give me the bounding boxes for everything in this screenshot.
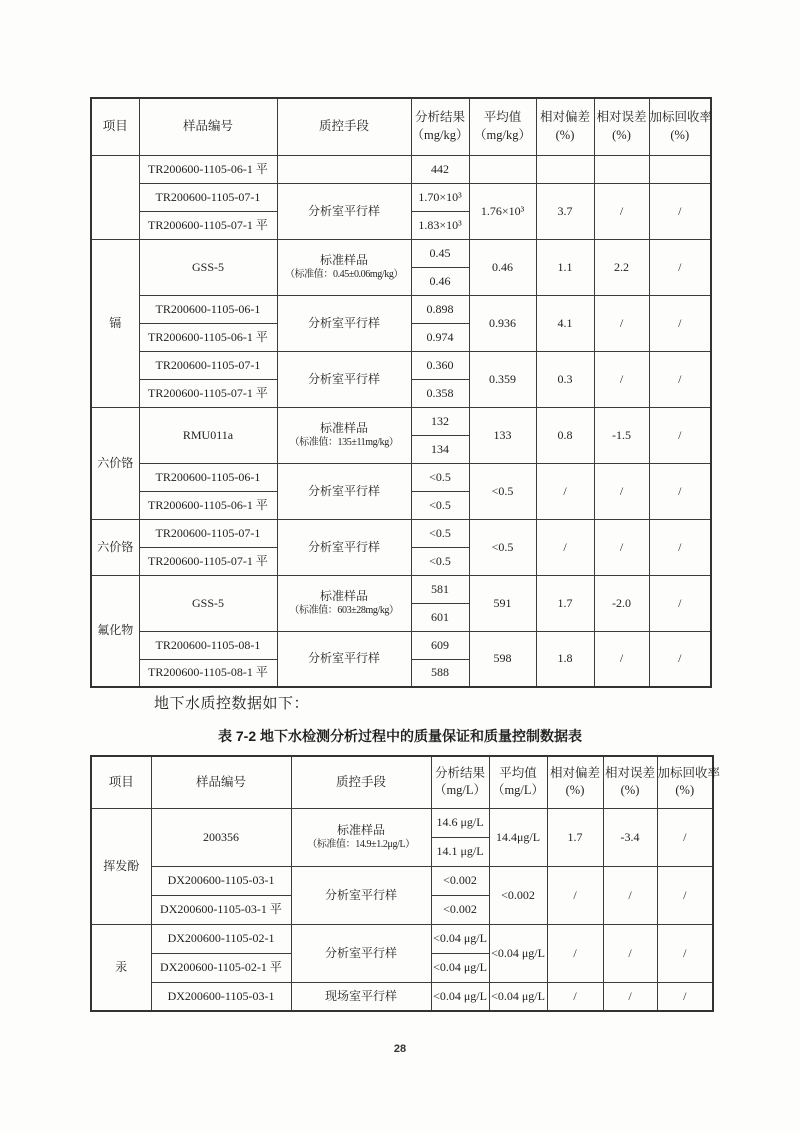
average-cell: 0.936: [469, 295, 536, 351]
average-cell: <0.5: [469, 463, 536, 519]
groundwater-qc-table-header: [91, 756, 721, 808]
average-cell: 133: [469, 407, 536, 463]
soil-qc-table: [90, 97, 712, 688]
analysis-result-cell: 0.974: [411, 323, 469, 351]
sample-id-cell: GSS-5: [139, 239, 277, 295]
relative-error-cell: /: [603, 924, 657, 982]
relative-error-cell: -2.0: [594, 575, 649, 631]
qc-method-cell: 分析室平行样: [277, 351, 411, 407]
analysis-result-cell: 609: [411, 631, 469, 659]
relative-deviation-cell: 0.3: [536, 351, 594, 407]
analysis-result-cell: 14.1 μg/L: [431, 837, 489, 866]
sample-id-cell: TR200600-1105-08-1: [139, 631, 277, 659]
sample-id-cell: GSS-5: [139, 575, 277, 631]
spike-recovery-cell: /: [649, 407, 711, 463]
sample-id-cell: DX200600-1105-02-1: [151, 924, 291, 953]
analysis-result-cell: 1.70×10³: [411, 183, 469, 211]
average-cell: 1.76×10³: [469, 183, 536, 239]
table-row: [91, 866, 713, 895]
relative-error-cell: /: [594, 351, 649, 407]
relative-error-cell: /: [594, 183, 649, 239]
qc-method-cell: [277, 155, 411, 183]
column-header-item: 项目: [91, 98, 139, 155]
column-header-relative-error: 相对误差 (%): [594, 98, 649, 155]
relative-deviation-cell: /: [547, 866, 603, 924]
qc-method-cell: 分析室平行样: [291, 866, 431, 924]
analysis-result-cell: <0.002: [431, 895, 489, 924]
column-header-sample-id: 样品编号: [139, 98, 277, 155]
sample-id-cell: TR200600-1105-07-1: [139, 183, 277, 211]
column-header-qc-method: 质控手段: [277, 98, 411, 155]
analysis-result-cell: 581: [411, 575, 469, 603]
analysis-result-cell: <0.5: [411, 463, 469, 491]
average-cell: <0.002: [489, 866, 547, 924]
average-cell: <0.04 μg/L: [489, 924, 547, 982]
relative-error-cell: /: [594, 631, 649, 687]
relative-deviation-cell: 4.1: [536, 295, 594, 351]
average-cell: <0.04 μg/L: [489, 982, 547, 1011]
table-row: [91, 183, 711, 211]
qc-method-cell: 分析室平行样: [291, 924, 431, 982]
header-row: [91, 98, 711, 155]
table-row: [91, 575, 711, 603]
soil-qc-table-header: [91, 98, 711, 155]
analysis-result-cell: <0.002: [431, 866, 489, 895]
qc-method-cell: 分析室平行样: [277, 463, 411, 519]
sample-id-cell: DX200600-1105-03-1: [151, 982, 291, 1011]
relative-deviation-cell: /: [536, 463, 594, 519]
analysis-result-cell: 0.46: [411, 267, 469, 295]
spike-recovery-cell: [649, 155, 711, 183]
column-header-spike-recovery: 加标回收率 (%): [649, 98, 711, 155]
analysis-result-cell: 442: [411, 155, 469, 183]
relative-deviation-cell: [536, 155, 594, 183]
soil-qc-table-body: [91, 155, 711, 687]
table-row: [91, 239, 711, 267]
qc-method-cell: 分析室平行样: [277, 631, 411, 687]
spike-recovery-cell: /: [649, 239, 711, 295]
relative-deviation-cell: 1.7: [547, 808, 603, 866]
relative-deviation-cell: 3.7: [536, 183, 594, 239]
qc-method-cell: 标准样品 （标准值：14.9±1.2μg/L）: [291, 808, 431, 866]
analysis-result-cell: <0.5: [411, 519, 469, 547]
sample-id-cell: RMU011a: [139, 407, 277, 463]
item-cell: 六价铬: [91, 407, 139, 519]
relative-deviation-cell: 0.8: [536, 407, 594, 463]
page-number: 28: [393, 1043, 407, 1055]
relative-error-cell: 2.2: [594, 239, 649, 295]
column-header-item: 项目: [91, 756, 151, 808]
average-cell: 598: [469, 631, 536, 687]
table-row: [91, 808, 713, 837]
table-caption: 表 7-2 地下水检测分析过程中的质量保证和质量控制数据表: [217, 728, 582, 744]
groundwater-qc-table: [90, 755, 721, 1012]
column-header-relative-deviation: 相对偏差 (%): [547, 756, 603, 808]
average-cell: 591: [469, 575, 536, 631]
spike-recovery-cell: /: [657, 924, 713, 982]
groundwater-qc-table-body: [91, 808, 713, 1011]
relative-error-cell: /: [594, 463, 649, 519]
column-header-analysis-result: 分析结果 （mg/kg）: [411, 98, 469, 155]
spike-recovery-cell: /: [657, 866, 713, 924]
relative-deviation-cell: 1.7: [536, 575, 594, 631]
analysis-result-cell: <0.04 μg/L: [431, 924, 489, 953]
header-row: [91, 756, 713, 808]
sample-id-cell: DX200600-1105-03-1: [151, 866, 291, 895]
relative-error-cell: -1.5: [594, 407, 649, 463]
sample-id-cell: TR200600-1105-06-1 平: [139, 491, 277, 519]
sample-id-cell: DX200600-1105-02-1 平: [151, 953, 291, 982]
sample-id-cell: TR200600-1105-06-1: [139, 463, 277, 491]
table-row: [91, 982, 713, 1011]
item-cell: 汞: [91, 924, 151, 1011]
analysis-result-cell: <0.04 μg/L: [431, 953, 489, 982]
item-cell: 挥发酚: [91, 808, 151, 924]
spike-recovery-cell: /: [649, 183, 711, 239]
column-header-average: 平均值 （mg/kg）: [469, 98, 536, 155]
spike-recovery-cell: /: [657, 982, 713, 1011]
relative-deviation-cell: /: [547, 924, 603, 982]
analysis-result-cell: 0.45: [411, 239, 469, 267]
relative-error-cell: -3.4: [603, 808, 657, 866]
column-header-qc-method: 质控手段: [291, 756, 431, 808]
sample-id-cell: TR200600-1105-07-1 平: [139, 211, 277, 239]
table-row: [91, 924, 713, 953]
column-header-analysis-result: 分析结果 （mg/L）: [431, 756, 489, 808]
spike-recovery-cell: /: [649, 351, 711, 407]
spike-recovery-cell: /: [657, 808, 713, 866]
sample-id-cell: TR200600-1105-07-1: [139, 351, 277, 379]
relative-error-cell: /: [594, 295, 649, 351]
spike-recovery-cell: /: [649, 575, 711, 631]
analysis-result-cell: <0.04 μg/L: [431, 982, 489, 1011]
spike-recovery-cell: /: [649, 463, 711, 519]
spike-recovery-cell: /: [649, 519, 711, 575]
column-header-relative-error: 相对误差 (%): [603, 756, 657, 808]
qc-method-cell: 标准样品 （标准值：603±28mg/kg）: [277, 575, 411, 631]
qc-method-cell: 标准样品 （标准值：135±11mg/kg）: [277, 407, 411, 463]
relative-deviation-cell: /: [536, 519, 594, 575]
table-row: [91, 519, 711, 547]
sample-id-cell: TR200600-1105-08-1 平: [139, 659, 277, 687]
sample-id-cell: TR200600-1105-07-1 平: [139, 379, 277, 407]
relative-deviation-cell: /: [547, 982, 603, 1011]
analysis-result-cell: 588: [411, 659, 469, 687]
analysis-result-cell: 132: [411, 407, 469, 435]
average-cell: [469, 155, 536, 183]
qc-method-cell: 分析室平行样: [277, 519, 411, 575]
sample-id-cell: DX200600-1105-03-1 平: [151, 895, 291, 924]
column-header-average: 平均值 （mg/L）: [489, 756, 547, 808]
average-cell: 0.46: [469, 239, 536, 295]
table-row: [91, 407, 711, 435]
analysis-result-cell: 0.898: [411, 295, 469, 323]
column-header-spike-recovery: 加标回收率 (%): [657, 756, 713, 808]
qc-method-cell: 分析室平行样: [277, 295, 411, 351]
item-cell: 六价铬: [91, 519, 139, 575]
analysis-result-cell: 0.358: [411, 379, 469, 407]
spike-recovery-cell: /: [649, 631, 711, 687]
table-row: [91, 155, 711, 183]
sample-id-cell: TR200600-1105-07-1: [139, 519, 277, 547]
relative-error-cell: /: [603, 982, 657, 1011]
column-header-relative-deviation: 相对偏差 (%): [536, 98, 594, 155]
relative-deviation-cell: 1.8: [536, 631, 594, 687]
sample-id-cell: TR200600-1105-06-1 平: [139, 155, 277, 183]
analysis-result-cell: 1.83×10³: [411, 211, 469, 239]
item-cell: [91, 155, 139, 239]
sample-id-cell: TR200600-1105-06-1 平: [139, 323, 277, 351]
relative-error-cell: /: [603, 866, 657, 924]
sample-id-cell: 200356: [151, 808, 291, 866]
item-cell: 氟化物: [91, 575, 139, 687]
qc-method-cell: 分析室平行样: [277, 183, 411, 239]
analysis-result-cell: <0.5: [411, 491, 469, 519]
relative-error-cell: /: [594, 519, 649, 575]
item-cell: 镉: [91, 239, 139, 407]
relative-error-cell: [594, 155, 649, 183]
analysis-result-cell: 14.6 μg/L: [431, 808, 489, 837]
intro-text: 地下水质控数据如下：: [154, 696, 310, 712]
analysis-result-cell: 601: [411, 603, 469, 631]
relative-deviation-cell: 1.1: [536, 239, 594, 295]
average-cell: <0.5: [469, 519, 536, 575]
sample-id-cell: TR200600-1105-06-1: [139, 295, 277, 323]
table-row: [91, 295, 711, 323]
table-row: [91, 351, 711, 379]
analysis-result-cell: 0.360: [411, 351, 469, 379]
sample-id-cell: TR200600-1105-07-1 平: [139, 547, 277, 575]
average-cell: 14.4μg/L: [489, 808, 547, 866]
qc-method-cell: 标准样品 （标准值：0.45±0.06mg/kg）: [277, 239, 411, 295]
table-row: [91, 631, 711, 659]
analysis-result-cell: 134: [411, 435, 469, 463]
table-row: [91, 463, 711, 491]
column-header-sample-id: 样品编号: [151, 756, 291, 808]
analysis-result-cell: <0.5: [411, 547, 469, 575]
spike-recovery-cell: /: [649, 295, 711, 351]
qc-method-cell: 现场室平行样: [291, 982, 431, 1011]
average-cell: 0.359: [469, 351, 536, 407]
